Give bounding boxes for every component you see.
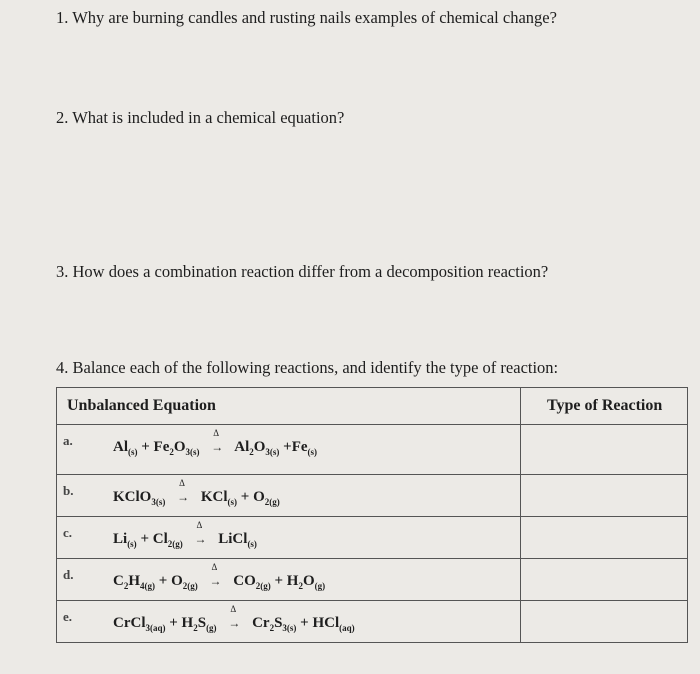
- equation-e: CrCl$_{3(aq)}$ + $H_2S_{(g)}$ Δ → $Cr_2S_{3(s)} + HCl_{(aq)}$: [113, 604, 355, 633]
- question-3: 3. How does a combination reaction differ from a decomposition reaction?: [56, 262, 549, 281]
- table-row: [57, 559, 688, 601]
- type-cell-a[interactable]: [521, 425, 688, 475]
- equation-a: $Al_{(s)} + Fe_2O_{3(s)}$ Δ → $Al_2O_{3(s)} +Fe_{(s)}$: [113, 428, 318, 457]
- equation-d: $C_2H_{4(g)} + O_{2(g)}$ Δ → $CO_{2(g)} + H_2O_{(g)}$: [113, 562, 326, 591]
- equation-c: $Li_{(s)} + Cl_{2(g)}$ Δ → LiCl$_{(s)}$: [113, 520, 257, 549]
- table-header-row: [57, 388, 688, 425]
- question-1: 1. Why are burning candles and rusting nails examples of chemical change?: [56, 8, 557, 27]
- reaction-arrow-icon: Δ →: [228, 604, 241, 630]
- reaction-arrow-icon: Δ →: [194, 520, 207, 546]
- reaction-arrow-icon: Δ →: [177, 478, 190, 504]
- question-4: 4. Balance each of the following reactions, and identify the type of reaction:: [56, 358, 559, 377]
- row-letter: c.: [63, 525, 73, 540]
- row-letter: b.: [63, 483, 74, 498]
- equation-b: KClO$_{3(s)}$ Δ → $KCl_{(s)} + O_{2(g)}$: [113, 478, 280, 507]
- type-cell-c[interactable]: [521, 517, 688, 559]
- reactions-table: [56, 387, 688, 643]
- table-row: [57, 517, 688, 559]
- table-row: [57, 601, 688, 643]
- row-letter: a.: [63, 433, 73, 448]
- header-unbalanced-equation: Unbalanced Equation: [57, 388, 521, 425]
- type-cell-b[interactable]: [521, 475, 688, 517]
- type-cell-d[interactable]: [521, 559, 688, 601]
- table-row: [57, 475, 688, 517]
- question-2: 2. What is included in a chemical equation?: [56, 108, 345, 127]
- reaction-arrow-icon: Δ →: [209, 562, 222, 588]
- row-letter: d.: [63, 567, 74, 582]
- header-type-of-reaction: Type of Reaction: [521, 388, 688, 425]
- row-letter: e.: [63, 609, 73, 624]
- table-row: [57, 425, 688, 475]
- reaction-arrow-icon: Δ →: [211, 428, 224, 454]
- type-cell-e[interactable]: [521, 601, 688, 643]
